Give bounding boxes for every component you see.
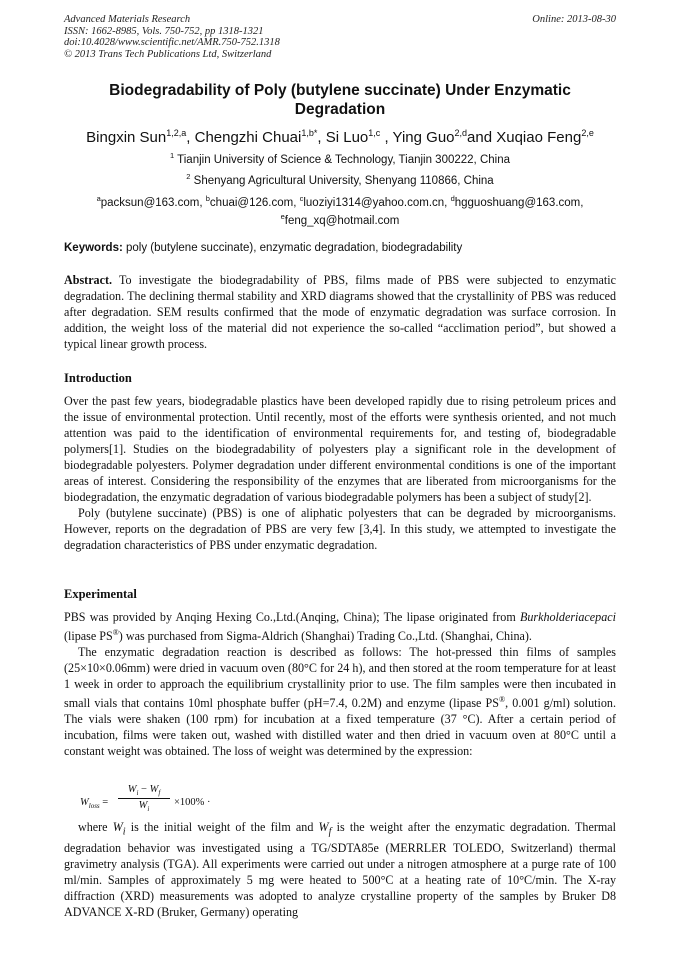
formula-equals: =: [102, 797, 109, 808]
affiliation-1: [64, 149, 616, 167]
formula-symbol: W: [127, 784, 137, 795]
author-name: Xuqiao Feng: [496, 129, 582, 146]
formula-subscript: loss: [88, 802, 100, 811]
author-name: Ying Guo: [392, 129, 455, 146]
formula-rest: ×100% ·: [174, 797, 211, 808]
email-mark: e: [280, 211, 285, 221]
affiliation-mark: 2: [186, 172, 191, 181]
author-affiliation-mark: 1,2,a: [166, 128, 187, 138]
author-affiliation-mark: 1,c: [368, 128, 381, 138]
text-run: is the initial weight of the film and: [125, 820, 319, 834]
author-name: Chengzhi Chuai: [194, 129, 302, 146]
formula-fraction: [118, 784, 170, 813]
text-run: The enzymatic degradation reaction is described as follows: The hot-pressed thin films of samples (25×10×0.06mm) were dried in vacuum oven (80°C for 24 h), and then stored at the room temperature for at least 1 week in order to approach the equilibrium crystallinity prior to use. The film samples were then incubated in small vials that contains 10ml phosphate buffer (pH=7.4, 0.2M) and enzyme (lipase PS: [64, 645, 616, 711]
journal-header: [64, 14, 616, 60]
email-mark: d: [450, 194, 455, 203]
online-date: Online: 2013-08-30: [532, 14, 616, 25]
formula-symbol: W: [112, 820, 123, 834]
journal-doi: doi:10.4028/www.scientific.net/AMR.750-752.1318: [64, 37, 280, 48]
email-address: hgguoshuang@163.com,: [454, 196, 584, 209]
author-emails: [64, 192, 616, 228]
formula-minus: −: [138, 784, 150, 795]
keywords: [64, 241, 616, 255]
introduction-body: [64, 393, 616, 553]
formula-subscript: i: [122, 826, 126, 838]
species-name: Burkholderiacepaci: [519, 610, 616, 624]
formula-subscript: f: [158, 789, 161, 798]
email-mark: b: [205, 194, 210, 203]
abstract-label: Abstract.: [64, 273, 113, 287]
affiliation-text: Shenyang Agricultural University, Shenyang 110866, China: [193, 174, 494, 187]
introduction-heading: Introduction: [64, 371, 132, 385]
experimental-heading: Experimental: [64, 587, 137, 601]
formula-subscript: i: [147, 805, 150, 814]
author-name: Si Luo: [325, 129, 369, 146]
formula-symbol: W: [149, 784, 159, 795]
affiliation-text: Tianjin University of Science & Technology, Tianjin 300222, China: [177, 153, 510, 166]
formula-symbol: W: [138, 800, 148, 812]
text-run: , 0.001 g/ml) solution. The vials were shaken (100 rpm) for incubation at a fixed temperature (37 °C). After a certain period of incubation, films were taken out, washed with distilled water and then dried in vacuum oven at 80°C until a constant weight was obtained. The loss of weight was determined by the expression:: [64, 696, 616, 759]
symbol-wi: [112, 820, 126, 838]
introduction-paragraph: Over the past few years, biodegradable plastics have been developed rapidly due to rising petroleum prices and the issue of environmental protection. Until recently, most of the efforts were synthesis oriented, and not much attention was paid to the identification of environmental requirements for, and testing of, biodegradable polymers[1]. Studies on the biodegradability of polyesters play a significant role in the development of biodegradable polyesters. Polymer degradation under different environmental conditions is one of the important areas of interest. Considering the responsibility of the enzymes that are liberated from microorganisms for the biodegradation, the enzymatic degradation of various biodegradable polymers has been a subject of study[2].: [64, 394, 616, 504]
paper-title: Biodegradability of Poly (butylene succinate) Under Enzymatic Degradation: [109, 82, 571, 118]
formula-symbol: W: [318, 820, 329, 834]
formula-denominator: [118, 799, 170, 813]
abstract: [64, 272, 616, 352]
experimental-paragraph: [64, 609, 616, 644]
email-address: feng_xq@hotmail.com: [284, 214, 400, 227]
text-run: PBS was provided by Anqing Hexing Co.,Ltd.(Anqing, China); The lipase originated from: [64, 610, 520, 624]
text-run: where: [78, 820, 113, 834]
journal-copyright: © 2013 Trans Tech Publications Ltd, Switzerland: [64, 48, 272, 60]
text-run: ) was purchased from Sigma-Aldrich (Shanghai) Trading Co.,Ltd. (Shanghai, China).: [118, 629, 532, 644]
email-address: chuai@126.com,: [209, 196, 297, 209]
experimental-paragraph: [64, 644, 616, 759]
email-mark: c: [299, 194, 304, 203]
experimental-body: [64, 609, 616, 759]
symbol-wf: [318, 820, 332, 838]
abstract-text: To investigate the biodegradability of PBS, films made of PBS were subjected to enzymatic degradation. The declining thermal stability and XRD diagrams showed that the crystallinity of PBS was reduced after degradation. SEM results confirmed that the mode of enzymatic degradation was surface corrosion. In addition, the weight loss of the material did not experience the so-called “acclimation period”, but showed a typical linear growth process.: [64, 273, 616, 351]
journal-name: Advanced Materials Research: [64, 14, 191, 25]
author-affiliation-mark: 2,e: [581, 128, 594, 138]
email-address: packsun@163.com,: [100, 196, 203, 209]
keywords-text: poly (butylene succinate), enzymatic degradation, biodegradability: [126, 242, 463, 254]
author-name: Bingxin Sun: [86, 129, 167, 146]
author-affiliation-mark: 1,b*: [301, 128, 318, 138]
formula-lhs: [80, 797, 108, 810]
text-run: (lipase PS: [64, 629, 113, 644]
formula-symbol: W: [80, 797, 89, 808]
introduction-paragraph: Poly (butylene succinate) (PBS) is one of aliphatic polyesters that can be degraded by microorganisms. However, reports on the degradation of PBS are very few [3,4]. In this study, we attempted to investigate the degradation characteristics of PBS under enzymatic degradation.: [64, 506, 616, 552]
journal-issn: ISSN: 1662-8985, Vols. 750-752, pp 1318-1321: [64, 25, 264, 37]
registered-mark: ®: [499, 695, 506, 705]
author-list: Bingxin Sun$^{1,2,a}$, Chengzhi Chuai$^{1,b*}$, Si Luo$^{1,c}$ , Ying Guo$^{2,d}$and Xuqiao Feng$^{2,e}$: [86, 128, 594, 146]
text-run: is the weight after the enzymatic degradation. Thermal degradation behavior was investigated using a TG/SDTA85e (MERRLER TOLEDO, Switzerland) thermal gravimetry analysis (TGA). All experiments were carried out under a nitrogen atmosphere at a purge rate of 100 ml/min. Samples of approximately 5 mg were heated to 500°C at a heating rate of 10°C/min. The X-ray diffraction (XRD) measurements was adopted to analyze crystalline property of the samples by Bruker D8 ADVANCE X-RD (Bruker, Germany) operating: [64, 820, 616, 920]
email-mark: a: [96, 194, 101, 203]
formula-subscript: i: [136, 789, 139, 798]
formula-numerator: [118, 784, 170, 799]
registered-mark: ®: [112, 628, 119, 637]
keywords-label: Keywords:: [64, 242, 123, 254]
affiliation-mark: 1: [169, 151, 175, 160]
formula-subscript: f: [328, 826, 332, 838]
experimental-paragraph-continued: [64, 819, 616, 920]
email-address: luoziyi1314@yahoo.com.cn,: [303, 196, 448, 209]
author-affiliation-mark: 2,d: [454, 128, 468, 138]
affiliation-2: [64, 170, 616, 188]
